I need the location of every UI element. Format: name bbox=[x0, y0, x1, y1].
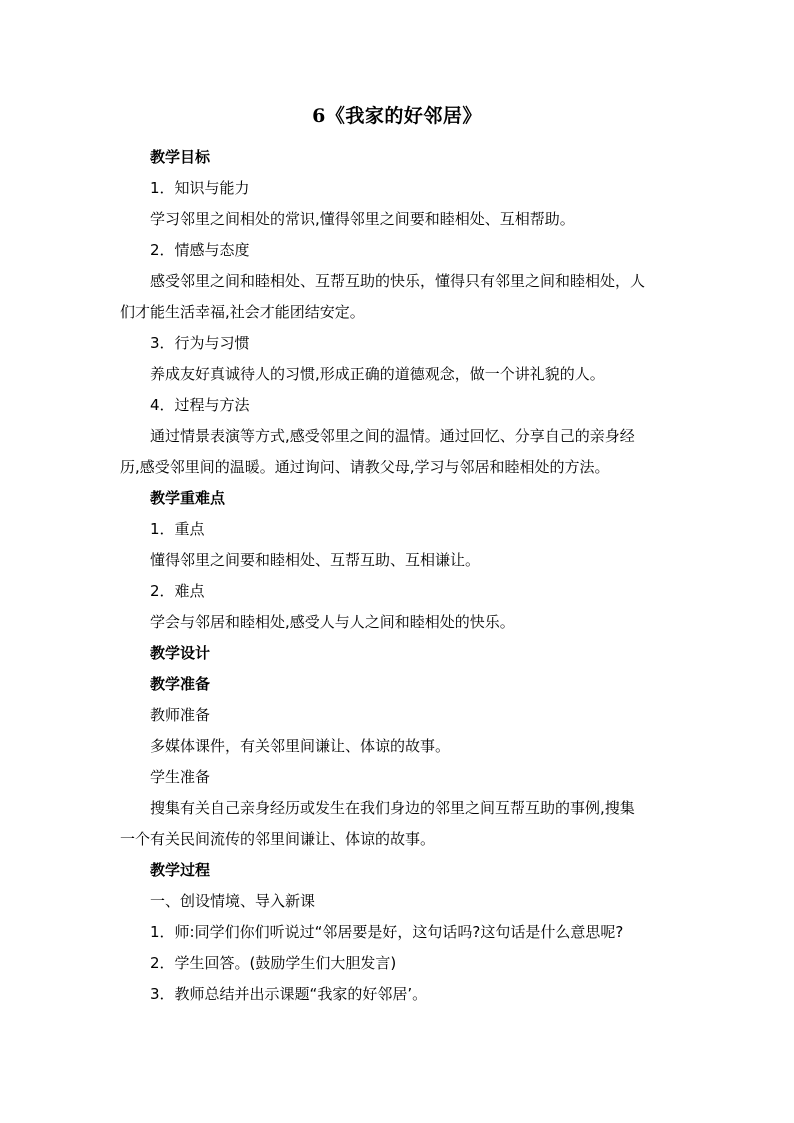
objective-4-title: 4．过程与方法 bbox=[150, 396, 250, 414]
key-point-title: 1．重点 bbox=[150, 520, 205, 538]
objective-2-text-line-2: 们才能生活幸福,社会才能团结安定。 bbox=[120, 303, 365, 321]
heading-teaching-objectives: 教学目标 bbox=[150, 148, 211, 166]
process-step-1: 1．师:同学们你们听说过“邻居要是好，这句话吗?这句话是什么意思呢? bbox=[150, 923, 624, 941]
student-preparation-title: 学生准备 bbox=[150, 768, 211, 786]
objective-1-text: 学习邻里之间相处的常识,懂得邻里之间要和睦相处、互相帮助。 bbox=[150, 210, 575, 228]
objective-3-text: 养成友好真诚待人的习惯,形成正确的道德观念，做一个讲礼貌的人。 bbox=[150, 365, 605, 383]
student-preparation-text-line-1: 搜集有关自己亲身经历或发生在我们身边的邻里之间互帮互助的事例,搜集 bbox=[150, 799, 635, 817]
heading-teaching-process: 教学过程 bbox=[150, 861, 211, 879]
heading-teaching-design: 教学设计 bbox=[150, 644, 211, 662]
teacher-preparation-title: 教师准备 bbox=[150, 706, 211, 724]
difficult-point-title: 2．难点 bbox=[150, 582, 205, 600]
student-preparation-text-line-2: 一个有关民间流传的邻里间谦让、体谅的故事。 bbox=[120, 830, 436, 848]
objective-1-title: 1．知识与能力 bbox=[150, 179, 250, 197]
objective-4-text-line-2: 历,感受邻里间的温暖。通过询问、请教父母,学习与邻居和睦相处的方法。 bbox=[120, 458, 610, 476]
objective-4-text-line-1: 通过情景表演等方式,感受邻里之间的温情。通过回忆、分享自己的亲身经 bbox=[150, 427, 635, 445]
process-section-1-title: 一、创设情境、导入新课 bbox=[150, 892, 316, 910]
key-point-text: 懂得邻里之间要和睦相处、互帮互助、互相谦让。 bbox=[150, 551, 481, 569]
teacher-preparation-text: 多媒体课件，有关邻里间谦让、体谅的故事。 bbox=[150, 737, 451, 755]
heading-key-difficult-points: 教学重难点 bbox=[150, 489, 226, 507]
objective-3-title: 3．行为与习惯 bbox=[150, 334, 250, 352]
document-title: 6《我家的好邻居》 bbox=[312, 105, 482, 127]
process-step-2: 2．学生回答。(鼓励学生们大胆发言) bbox=[150, 954, 397, 972]
difficult-point-text: 学会与邻居和睦相处,感受人与人之间和睦相处的快乐。 bbox=[150, 613, 515, 631]
process-step-3: 3．教师总结并出示课题“我家的好邻居’。 bbox=[150, 985, 428, 1003]
objective-2-title: 2．情感与态度 bbox=[150, 241, 250, 259]
heading-teaching-preparation: 教学准备 bbox=[150, 675, 211, 693]
objective-2-text-line-1: 感受邻里之间和睦相处、互帮互助的快乐，懂得只有邻里之间和睦相处，人 bbox=[150, 272, 646, 290]
